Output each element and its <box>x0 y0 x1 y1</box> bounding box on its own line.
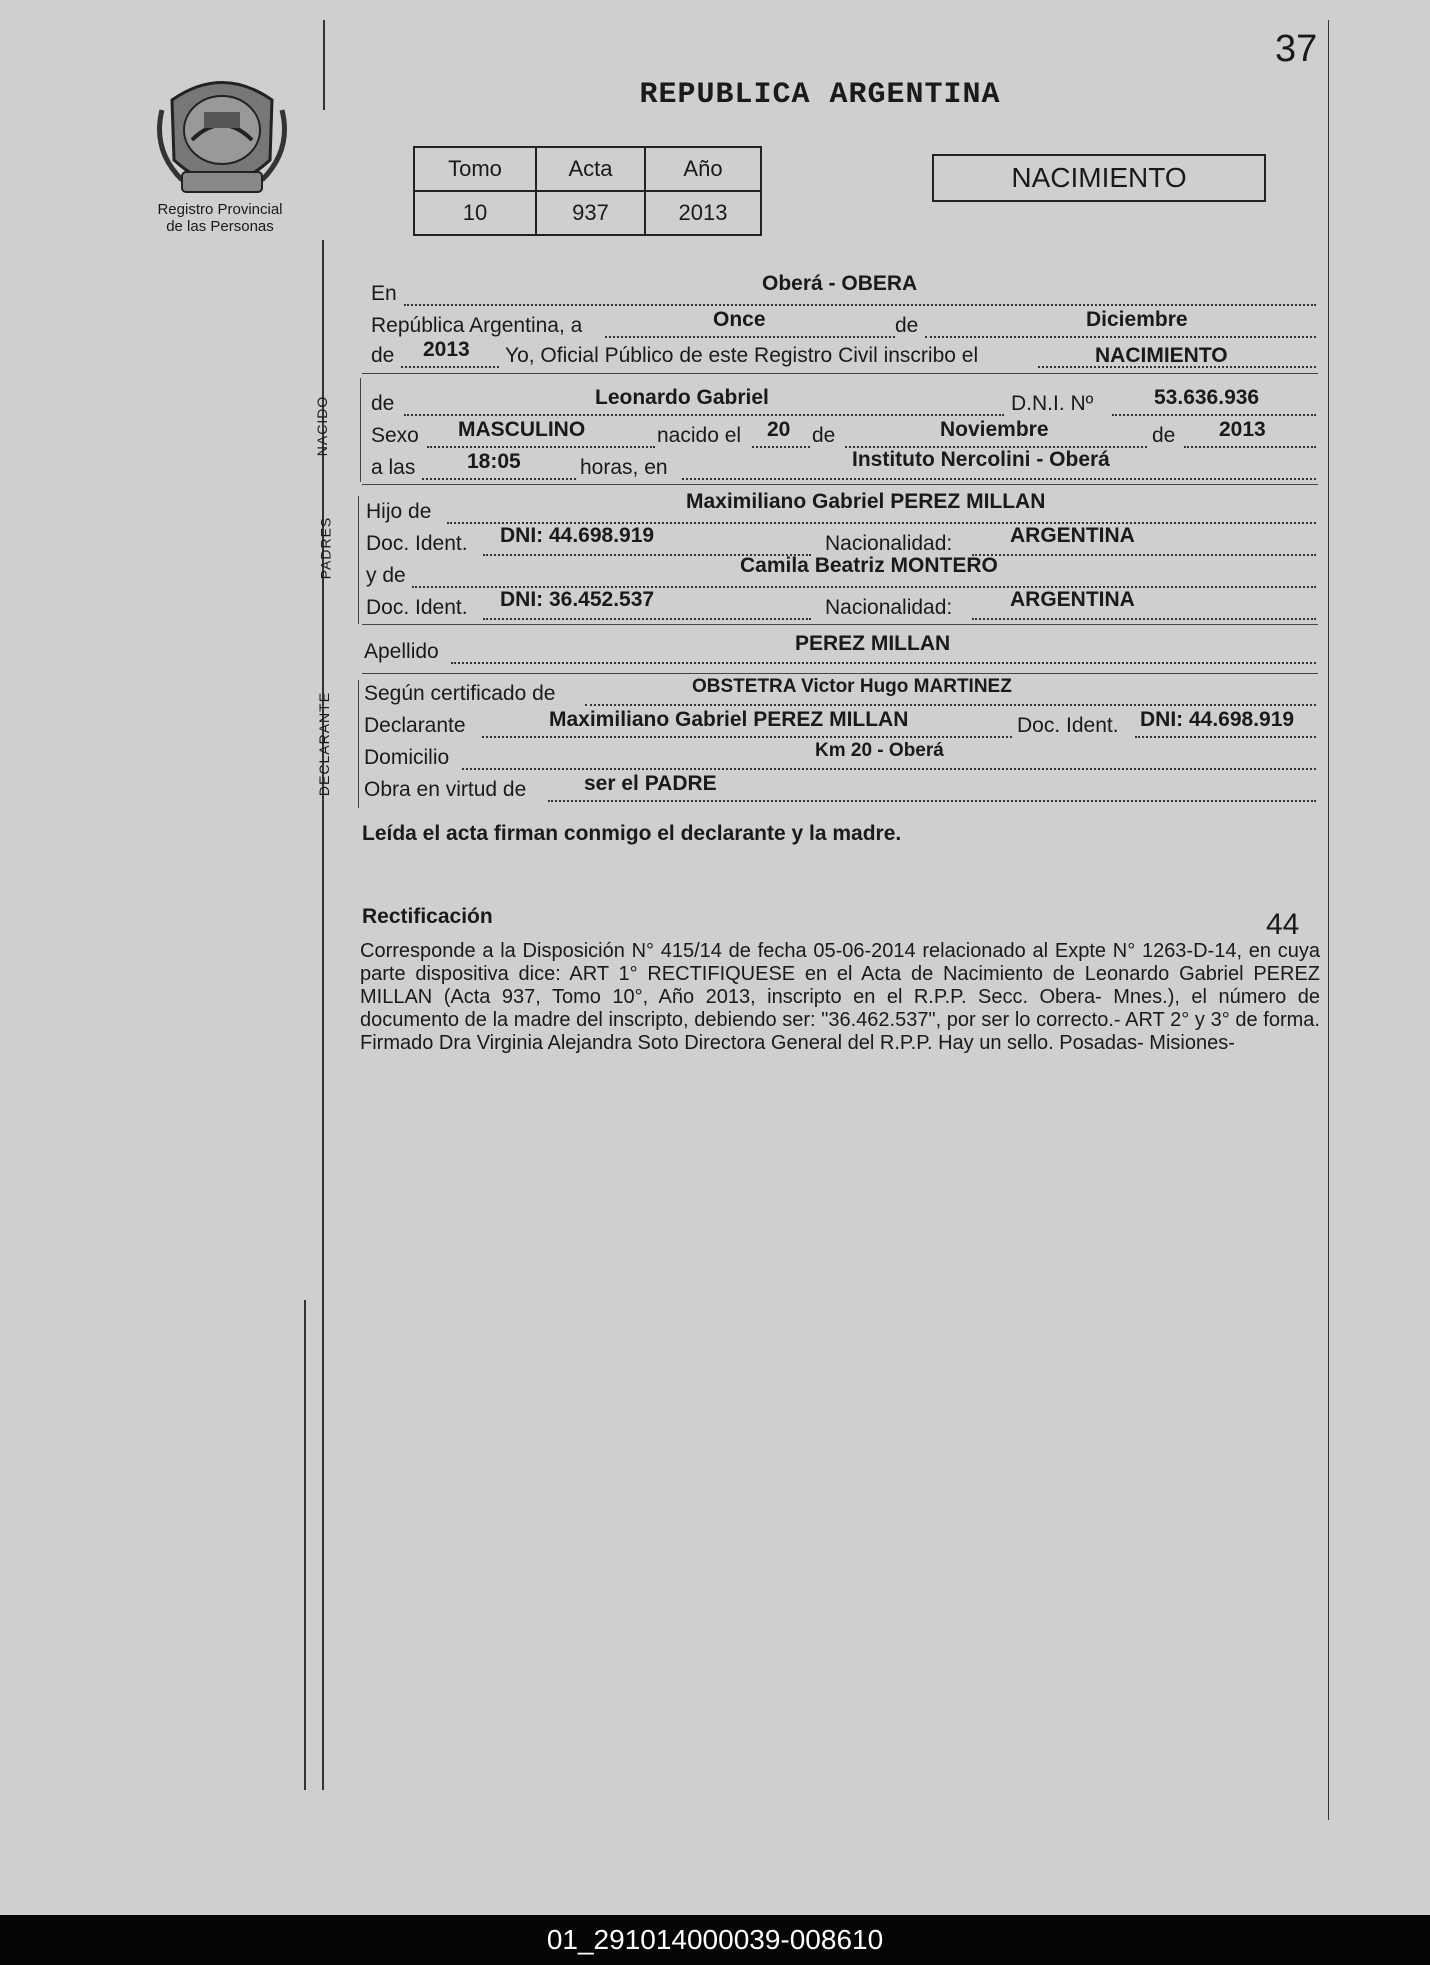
value-mes-nac: Noviembre <box>940 418 1049 441</box>
value-obra: ser el PADRE <box>584 772 717 795</box>
label-sexo: Sexo <box>371 424 419 447</box>
label-de-anio-nac: de <box>1152 424 1176 447</box>
table-header: Acta <box>536 147 645 191</box>
value-madre-nac: ARGENTINA <box>1010 588 1135 611</box>
section-label-padres: PADRES <box>317 516 334 580</box>
margin-line-left-lower <box>304 1300 306 1790</box>
section-bar <box>358 496 359 624</box>
registry-line1: Registro Provincial <box>157 201 283 218</box>
value-padre-nac: ARGENTINA <box>1010 524 1135 547</box>
label-segun-certificado: Según certificado de <box>364 682 556 705</box>
margin-line-right <box>1328 20 1329 1820</box>
label-doc-ident-decl: Doc. Ident. <box>1017 714 1119 737</box>
act-type-box: NACIMIENTO <box>932 154 1266 202</box>
value-anio: 2013 <box>423 338 470 361</box>
value-padre-doc: DNI: 44.698.919 <box>500 524 655 547</box>
section-divider <box>362 484 1318 485</box>
label-hijo-de: Hijo de <box>366 500 432 523</box>
table-header: Año <box>645 147 761 191</box>
label-domicilio: Domicilio <box>364 746 450 769</box>
value-anio-nac: 2013 <box>1219 418 1266 441</box>
label-declarante: Declarante <box>364 714 466 737</box>
rectificacion-text: Corresponde a la Disposición N° 415/14 de fecha 05-06-2014 relacionado al Expte N° 1263-D-14, en cuya parte dispositiva dice: ART 1° RECTIFIQUESE en el Acta de Nacimiento de Leonardo Gabriel PEREZ MILLAN (Acta 937, Tomo 10°, Año 2013, inscripto en el R.P.P. Secc. Obera- Mnes.), el número de documento de la madre del inscripto, debiendo ser: "36.462.537", por ser lo correcto.- ART 2° y 3° de forma. Firmado Dra Virginia Alejandra Soto Directora General del R.P.P. Hay un sello. Posadas- Misiones- <box>360 940 1320 1054</box>
label-de-mes: de <box>895 314 919 337</box>
section-label-nacido: NACIDO <box>314 395 331 457</box>
value-declarante-doc: DNI: 44.698.919 <box>1140 708 1295 731</box>
label-doc-ident-1: Doc. Ident. <box>366 532 468 555</box>
label-dni: D.N.I. Nº <box>1011 392 1094 415</box>
value-mes: Diciembre <box>1086 308 1188 331</box>
label-nacido-el: nacido el <box>657 424 742 447</box>
label-yo-oficial: Yo, Oficial Público de este Registro Civil inscribo el <box>505 344 979 367</box>
section-bar <box>360 378 361 482</box>
misiones-shield-icon <box>152 70 292 205</box>
label-nacionalidad-1: Nacionalidad: <box>825 532 953 555</box>
value-hora: 18:05 <box>467 450 521 473</box>
value-dia: Once <box>713 308 766 331</box>
value-apellido: PEREZ MILLAN <box>795 632 951 655</box>
closing-statement: Leída el acta firman conmigo el declarante y la madre. <box>362 822 902 845</box>
value-tipo: NACIMIENTO <box>1095 344 1228 367</box>
country-title: REPUBLICA ARGENTINA <box>639 78 1001 112</box>
label-de-mes-nac: de <box>812 424 836 447</box>
label-nacionalidad-2: Nacionalidad: <box>825 596 953 619</box>
page-number: 37 <box>1275 28 1318 70</box>
label-de-anio: de <box>371 344 395 367</box>
label-a-las: a las <box>371 456 416 479</box>
value-lugar-nac: Instituto Nercolini - Oberá <box>852 448 1110 471</box>
label-en: En <box>371 282 397 305</box>
registry-line2: de las Personas <box>166 218 274 235</box>
section-divider <box>362 673 1318 674</box>
rectificacion-title: Rectificación <box>362 905 493 928</box>
label-de-nombre: de <box>371 392 395 415</box>
document-id-bar: 01_291014000039-008610 <box>0 1915 1430 1965</box>
section-label-declarante: DECLARANTE <box>316 691 333 797</box>
table-header: Tomo <box>414 147 536 191</box>
label-apellido: Apellido <box>364 640 439 663</box>
table-cell: 2013 <box>645 191 761 235</box>
value-madre: Camila Beatriz MONTERO <box>740 554 998 577</box>
section-bar <box>358 680 359 808</box>
acta-table <box>413 146 762 236</box>
label-y-de: y de <box>366 564 406 587</box>
table-cell: 10 <box>414 191 536 235</box>
value-sexo: MASCULINO <box>458 418 586 441</box>
value-madre-doc: DNI: 36.452.537 <box>500 588 655 611</box>
value-padre: Maximiliano Gabriel PEREZ MILLAN <box>686 490 1046 513</box>
label-horas-en: horas, en <box>580 456 668 479</box>
section-divider <box>362 624 1318 625</box>
label-doc-ident-2: Doc. Ident. <box>366 596 468 619</box>
registry-name <box>130 201 310 235</box>
label-obra-en-virtud: Obra en virtud de <box>364 778 527 801</box>
value-lugar: Oberá - OBERA <box>762 272 918 295</box>
value-certificado: OBSTETRA Victor Hugo MARTINEZ <box>692 676 1012 697</box>
table-cell: 937 <box>536 191 645 235</box>
value-declarante: Maximiliano Gabriel PEREZ MILLAN <box>549 708 909 731</box>
label-republica: República Argentina, a <box>371 314 583 337</box>
rectificacion-number: 44 <box>1266 908 1300 941</box>
value-dni: 53.636.936 <box>1154 386 1260 409</box>
value-nombre: Leonardo Gabriel <box>595 386 769 409</box>
value-domicilio: Km 20 - Oberá <box>815 740 944 761</box>
value-dia-nac: 20 <box>767 418 791 441</box>
section-divider <box>362 373 1318 374</box>
margin-line-left <box>322 240 324 1790</box>
